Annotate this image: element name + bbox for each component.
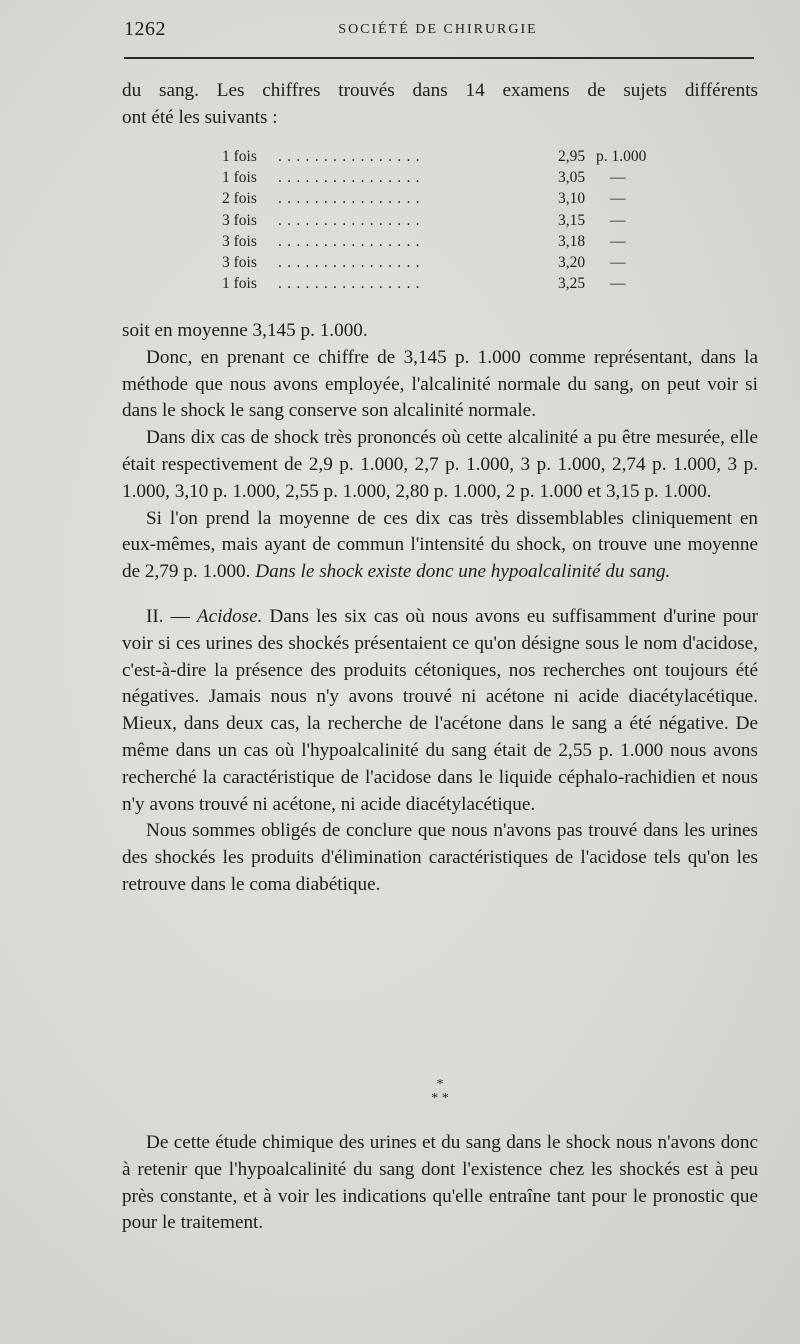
page-number: 1262 bbox=[124, 18, 166, 40]
running-head: SOCIÉTÉ DE CHIRURGIE bbox=[338, 22, 538, 37]
row-count: 1 fois bbox=[222, 275, 257, 293]
intro-paragraph bbox=[122, 78, 758, 132]
mean-text: Si l'on prend la moyenne de ces dix cas très dissemblables cliniquement en eux-mêmes, mais ayant de commun l'intensité du shock, on trouve une moyenne de 2,79 p. 1.000. bbox=[122, 507, 758, 583]
paragraph-average: soit en moyenne 3,145 p. 1.000. bbox=[122, 320, 368, 341]
row-unit: — bbox=[610, 190, 626, 208]
paragraph-mean bbox=[122, 506, 758, 586]
table-row bbox=[222, 210, 682, 231]
row-unit: — bbox=[610, 275, 626, 293]
table-row bbox=[222, 231, 682, 252]
row-leader-dots: ................ bbox=[278, 253, 425, 271]
row-value: 3,10 bbox=[558, 190, 586, 208]
row-leader-dots: ................ bbox=[278, 169, 425, 187]
paragraph-final: De cette étude chimique des urines et du sang dans le shock nous n'avons donc à retenir que l'hypoalcalinité du sang dont l'existence chez les shockés est à peu près constante, et à voir les indications qu'elle entraîne tant pour le pronostic que pour le traitement. bbox=[122, 1132, 758, 1234]
row-count: 1 fois bbox=[222, 169, 257, 187]
page-header bbox=[124, 14, 752, 44]
paragraph-conclusion: Nous sommes obligés de conclure que nous n'avons pas trouvé dans les urines des shockés les produits d'élimination caractéristiques de l'acidose tels qu'on les retrouve dans le coma diabétique. bbox=[122, 820, 758, 895]
row-leader-dots: ................ bbox=[278, 275, 425, 293]
table-row bbox=[222, 252, 682, 273]
row-leader-dots: ................ bbox=[278, 148, 425, 165]
row-value: 3,05 bbox=[558, 169, 586, 187]
row-leader-dots: ................ bbox=[278, 232, 425, 250]
paragraph-acidose bbox=[122, 604, 758, 818]
star-bottom: * * bbox=[431, 1091, 449, 1106]
row-value: 3,25 bbox=[558, 275, 586, 293]
paragraph-ten-cases: Dans dix cas de shock très prononcés où cette alcalinité a pu être mesurée, elle était respectivement de 2,9 p. 1.000, 2,7 p. 1.000, 3 p. 1.000, 2,74 p. 1.000, 3 p. 1.000, 3,10 p. 1.000, 2,55 p. 1.000, 2,80 p. 1.000, 2 p. 1.000 et 3,15 p. 1.000. bbox=[122, 427, 758, 502]
final-text bbox=[122, 1130, 758, 1237]
table-row bbox=[222, 188, 682, 209]
row-unit: p. 1.000 bbox=[596, 148, 647, 165]
section-label: II. — bbox=[146, 605, 190, 627]
row-count: 2 fois bbox=[222, 190, 257, 208]
paragraph-reference: Donc, en prenant ce chiffre de 3,145 p. 1.000 comme représentant, dans la méthode que nous avons employée, l'alcalinité normale du sang, on peut voir si dans le shock le sang conserve son alcalinité normale. bbox=[122, 346, 758, 422]
intro-line-2: ont été les suivants : bbox=[122, 106, 278, 128]
row-unit: — bbox=[610, 253, 626, 271]
row-count: 3 fois bbox=[222, 211, 257, 229]
acidose-text: Dans les six cas où nous avons eu suffisamment d'urine pour voir si ces urines des shockés présentaient ce qu'on désigne sous le nom d'acidose, c'est-à-dire la présence des produits cétoniques, nos recherches ont toujours été négatives. Jamais nous n'y avons trouvé ni acétone ni acide diacétylacétique. Mieux, dans deux cas, la recherche de l'acétone dans le sang a été négative. De même dans un cas où l'hypoalcalinité du sang était de 2,55 p. 1.000 nous avons recherché la caractéristique de l'acidose dans le liquide céphalo-rachidien et nous n'y avons trouvé ni acétone, ni acide diacétylacétique. bbox=[122, 605, 758, 815]
main-text bbox=[122, 318, 758, 899]
row-count: 3 fois bbox=[222, 253, 257, 271]
mean-conclusion: Dans le shock existe donc une hypoalcalinité du sang. bbox=[255, 561, 671, 583]
row-value: 3,20 bbox=[558, 253, 586, 271]
row-leader-dots: ................ bbox=[278, 211, 425, 229]
row-unit: — bbox=[610, 232, 626, 250]
intro-line-1: du sang. Les chiffres trouvés dans 14 examens de sujets différents bbox=[122, 80, 758, 101]
row-leader-dots: ................ bbox=[278, 190, 425, 208]
row-unit: — bbox=[610, 169, 626, 187]
table-row bbox=[222, 273, 682, 294]
row-count: 3 fois bbox=[222, 232, 257, 250]
table-row bbox=[222, 146, 682, 167]
star-top: * bbox=[436, 1077, 444, 1092]
values-table bbox=[222, 146, 682, 294]
row-count: 1 fois bbox=[222, 148, 257, 165]
row-value: 3,18 bbox=[558, 232, 586, 250]
row-value: 3,15 bbox=[558, 211, 586, 229]
section-stars bbox=[400, 1078, 480, 1106]
table-row bbox=[222, 167, 682, 188]
row-unit: — bbox=[610, 211, 626, 229]
section-title: Acidose. bbox=[196, 605, 263, 627]
row-value: 2,95 bbox=[558, 148, 586, 165]
header-rule bbox=[124, 57, 754, 59]
